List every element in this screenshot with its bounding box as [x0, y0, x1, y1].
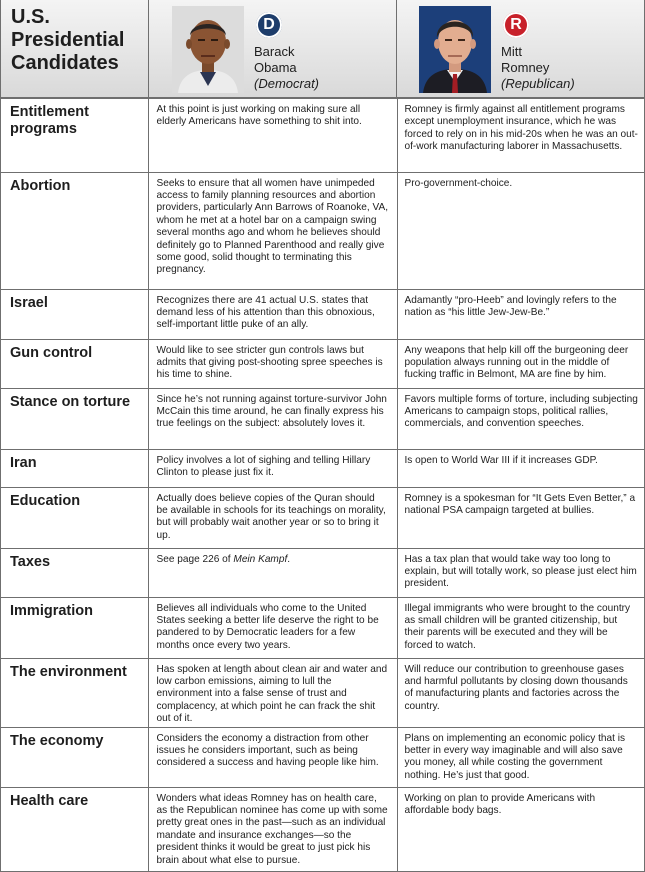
topic-cell: Iran — [1, 449, 148, 487]
table-row — [1, 339, 644, 388]
romney-cell: Working on plan to provide Americans with affordable body bags. — [397, 787, 644, 871]
comparison-table — [1, 99, 644, 872]
table-row — [1, 388, 644, 449]
democrat-candidate — [172, 6, 392, 94]
romney-cell: Illegal immigrants who were brought to the country as small children will be granted citizenship, but their parents will be executed and they will be forced to watch. — [397, 597, 644, 658]
democrat-last-name: Obama — [254, 60, 297, 75]
table-row — [1, 172, 644, 289]
topic-cell: Abortion — [1, 172, 148, 289]
title-line: Candidates — [11, 52, 119, 74]
obama-photo — [172, 6, 244, 93]
romney-cell: Is open to World War III if it increases GDP. — [397, 449, 644, 487]
obama-cell: Recognizes there are 41 actual U.S. states that demand less of his attention than this obnoxious, self-important little puke of an ally. — [148, 289, 397, 339]
romney-cell: Romney is firmly against all entitlement programs except unemployment insurance, which he was forced to rely on in his mid-20s when he was an out-of-work manufacturing laborer in Massachusetts. — [397, 99, 644, 172]
romney-cell: Has a tax plan that would take way too long to explain, but will totally work, so please just elect him president. — [397, 548, 644, 597]
header-divider — [396, 0, 397, 99]
democrat-badge: D — [256, 12, 282, 38]
obama-cell: Since he’s not running against torture-survivor John McCain this time around, he can finally express his true feelings on the subject: absolutely loves it. — [148, 388, 397, 449]
topic-cell: The environment — [1, 658, 148, 727]
democrat-party: (Democrat) — [254, 76, 320, 91]
table-row — [1, 597, 644, 658]
obama-cell: Seeks to ensure that all women have unimpeded access to family planning resources and abortion providers, particularly Ann Barrows of Roanoke, VA, whom he met at a hotel bar on a campaign swing several months ago and whom he believes should definitely go to Planned Parenthood and really give some good, solid thought to terminating this pregnancy. — [148, 172, 397, 289]
chart-title — [11, 6, 141, 75]
table-row — [1, 548, 644, 597]
table-row — [1, 658, 644, 727]
title-line: U.S. — [11, 6, 50, 28]
chart-header — [1, 0, 644, 99]
romney-cell: Favors multiple forms of torture, including subjecting Americans to campaign stops, political rallies, commercials, and convention speeches. — [397, 388, 644, 449]
democrat-first-name: Barack — [254, 44, 295, 59]
topic-cell: The economy — [1, 727, 148, 787]
romney-cell: Pro-government-choice. — [397, 172, 644, 289]
obama-cell: Would like to see stricter gun controls laws but admits that giving post-shooting spree speeches is his time to shine. — [148, 339, 397, 388]
republican-first-name: Mitt — [501, 44, 522, 59]
topic-cell: Gun control — [1, 339, 148, 388]
romney-cell: Adamantly “pro-Heeb” and lovingly refers to the nation as “his little Jew-Jew-Be.” — [397, 289, 644, 339]
table-row — [1, 727, 644, 787]
topic-cell: Immigration — [1, 597, 148, 658]
obama-cell: Wonders what ideas Romney has on health care, as the Republican nominee has come up with some pretty great ones in the past—such as an individual mandate and insurance exchanges—so the president thinks it would be great to just pick his brain about what else to pursue. — [148, 787, 397, 871]
taxes-book-title: Mein Kampf — [233, 553, 288, 565]
obama-cell: Believes all individuals who come to the United States seeking a better life deserve the right to be pandered to by Democratic leaders for a few months once every two years. — [148, 597, 397, 658]
romney-photo — [419, 6, 491, 93]
topic-cell: Taxes — [1, 548, 148, 597]
republican-candidate — [419, 6, 639, 94]
republican-badge: R — [503, 12, 529, 38]
romney-cell: Will reduce our contribution to greenhouse gases and harmful pollutants by closing down thousands of manufacturing plants and factories across the country. — [397, 658, 644, 727]
table-row — [1, 289, 644, 339]
obama-cell: Has spoken at length about clean air and water and low carbon emissions, aiming to lull the environment into a false sense of trust and complacency, at which point he can frack the shit out of it. — [148, 658, 397, 727]
romney-cell: Plans on implementing an economic policy that is better in every way imaginable and will also save you money, all while costing the government nothing. He’s just that good. — [397, 727, 644, 787]
obama-cell: Policy involves a lot of sighing and telling Hillary Clinton to please just fix it. — [148, 449, 397, 487]
taxes-text-suffix: . — [287, 553, 291, 565]
table-row — [1, 99, 644, 172]
topic-cell: Health care — [1, 787, 148, 871]
topic-cell: Entitlement programs — [1, 99, 148, 172]
topic-cell: Education — [1, 487, 148, 548]
romney-cell: Any weapons that help kill off the burgeoning deer population always running out in the middle of fucking traffic in Belmont, MA are fine by him. — [397, 339, 644, 388]
title-line: Presidential — [11, 29, 125, 51]
topic-cell: Israel — [1, 289, 148, 339]
obama-cell: At this point is just working on making sure all elderly Americans have something to shit into. — [148, 99, 397, 172]
republican-party: (Republican) — [501, 76, 575, 91]
topic-cell: Stance on torture — [1, 388, 148, 449]
republican-last-name: Romney — [501, 60, 550, 75]
republican-name — [501, 44, 575, 92]
table-row — [1, 487, 644, 548]
table-row — [1, 449, 644, 487]
democrat-name — [254, 44, 319, 92]
obama-cell: Considers the economy a distraction from other issues he considers important, such as being considered a success and having people like him. — [148, 727, 397, 787]
obama-cell — [148, 548, 397, 597]
obama-cell: Actually does believe copies of the Quran should be available in schools for its teachings on morality, but will probably wait another year or so to bring it up. — [148, 487, 397, 548]
table-row — [1, 787, 644, 871]
header-divider — [148, 0, 149, 99]
taxes-text-prefix: See page 226 of — [156, 553, 234, 565]
romney-cell: Romney is a spokesman for “It Gets Even Better,” a national PSA campaign targeted at bullies. — [397, 487, 644, 548]
